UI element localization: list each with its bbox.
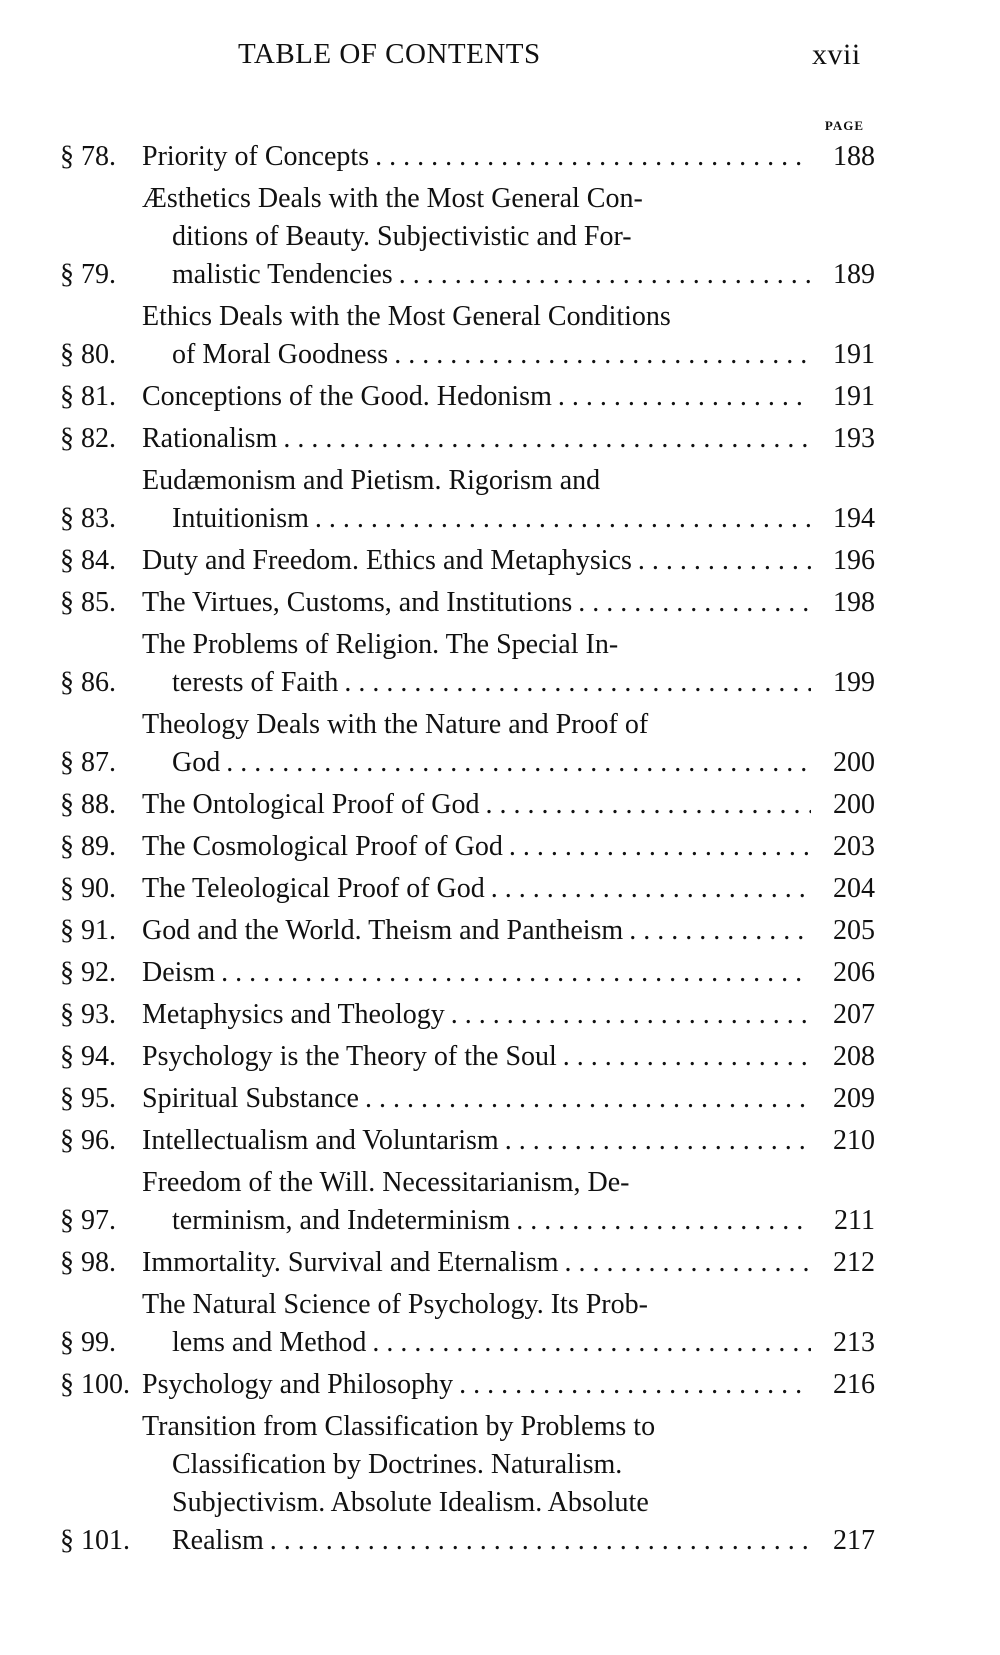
- section-number: § 85.: [60, 587, 116, 618]
- dot-leader: [365, 1080, 811, 1118]
- entry-title-line: The Natural Science of Psychology. Its Prob-: [142, 1289, 648, 1320]
- entry-title-line: Æsthetics Deals with the Most General Con-: [142, 183, 643, 214]
- entry-title-line: Psychology and Philosophy: [142, 1369, 454, 1400]
- section-number: § 90.: [60, 873, 116, 904]
- entry-title-line: Duty and Freedom. Ethics and Metaphysics: [142, 545, 632, 576]
- table-of-contents: [60, 138, 875, 1564]
- entry-title-line: The Teleological Proof of God: [142, 873, 485, 904]
- dot-leader: [399, 256, 811, 294]
- entry-title-line: Deism: [142, 957, 216, 988]
- dot-leader: [375, 138, 811, 176]
- entry-title-line: Rationalism: [142, 423, 278, 454]
- page-reference: 191: [833, 381, 875, 412]
- section-number: § 94.: [60, 1041, 116, 1072]
- entry-title-line: God and the World. Theism and Pantheism: [142, 915, 624, 946]
- dot-leader: [372, 1324, 811, 1362]
- toc-entry: [60, 1122, 875, 1160]
- section-number: § 87.: [60, 747, 116, 778]
- entry-title-line: Realism: [172, 1525, 264, 1556]
- entry-title-line: Psychology is the Theory of the Soul: [142, 1041, 557, 1072]
- section-number: § 80.: [60, 339, 116, 370]
- toc-entry: [60, 462, 875, 538]
- entry-title-line: malistic Tendencies: [172, 259, 393, 290]
- dot-leader: [629, 912, 811, 950]
- section-number: § 98.: [60, 1247, 116, 1278]
- entry-title-line: Subjectivism. Absolute Idealism. Absolute: [172, 1487, 649, 1518]
- toc-entry: [60, 1080, 875, 1118]
- toc-entry: [60, 1244, 875, 1282]
- toc-entry: [60, 828, 875, 866]
- page-reference: 200: [833, 747, 875, 778]
- page-reference: 189: [833, 259, 875, 290]
- section-number: § 91.: [60, 915, 116, 946]
- page-reference: 198: [833, 587, 875, 618]
- section-number: § 78.: [60, 141, 116, 172]
- entry-title-line: of Moral Goodness: [172, 339, 389, 370]
- page-reference: 208: [833, 1041, 875, 1072]
- entry-title-line: ditions of Beauty. Subjectivistic and For-: [172, 221, 632, 252]
- page-reference: 211: [834, 1205, 875, 1236]
- toc-entry: [60, 584, 875, 622]
- entry-title-line: Transition from Classification by Problems to: [142, 1411, 656, 1442]
- dot-leader: [221, 954, 811, 992]
- dot-leader: [226, 744, 811, 782]
- entry-title-line: Classification by Doctrines. Naturalism.: [172, 1449, 623, 1480]
- dot-leader: [638, 542, 811, 580]
- toc-entry: [60, 420, 875, 458]
- entry-title-line: Freedom of the Will. Necessitarianism, De-: [142, 1167, 630, 1198]
- toc-entry: [60, 1164, 875, 1240]
- page-reference: 199: [833, 667, 875, 698]
- dot-leader: [491, 870, 811, 908]
- toc-entry: [60, 786, 875, 824]
- toc-entry: [60, 180, 875, 294]
- page-reference: 203: [833, 831, 875, 862]
- dot-leader: [486, 786, 812, 824]
- toc-entry: [60, 1286, 875, 1362]
- dot-leader: [344, 664, 811, 702]
- page-reference: 213: [833, 1327, 875, 1358]
- section-number: § 83.: [60, 503, 116, 534]
- dot-leader: [563, 1038, 811, 1076]
- dot-leader: [516, 1202, 811, 1240]
- entry-title-line: terests of Faith: [172, 667, 339, 698]
- page-reference: 217: [833, 1525, 875, 1556]
- dot-leader: [394, 336, 811, 374]
- toc-entry: [60, 542, 875, 580]
- toc-entry: [60, 870, 875, 908]
- entry-title-line: Conceptions of the Good. Hedonism: [142, 381, 552, 412]
- page-reference: 196: [833, 545, 875, 576]
- section-number: § 100.: [60, 1369, 130, 1400]
- page-reference: 209: [833, 1083, 875, 1114]
- toc-entry: [60, 138, 875, 176]
- entry-title-line: Ethics Deals with the Most General Conditions: [142, 301, 671, 332]
- entry-title-line: Eudæmonism and Pietism. Rigorism and: [142, 465, 601, 496]
- page-reference: 204: [833, 873, 875, 904]
- toc-entry: [60, 1366, 875, 1404]
- entry-title-line: Intuitionism: [172, 503, 309, 534]
- entry-title-line: God: [172, 747, 221, 778]
- page-number: xvii: [812, 38, 861, 71]
- section-number: § 82.: [60, 423, 116, 454]
- section-number: § 79.: [60, 259, 116, 290]
- entry-title-line: Metaphysics and Theology: [142, 999, 445, 1030]
- entry-title-line: The Virtues, Customs, and Institutions: [142, 587, 573, 618]
- page-reference: 200: [833, 789, 875, 820]
- page-reference: 191: [833, 339, 875, 370]
- dot-leader: [270, 1522, 811, 1560]
- entry-title-line: The Ontological Proof of God: [142, 789, 480, 820]
- page-reference: 188: [833, 141, 875, 172]
- dot-leader: [558, 378, 811, 416]
- section-number: § 89.: [60, 831, 116, 862]
- section-number: § 81.: [60, 381, 116, 412]
- section-number: § 88.: [60, 789, 116, 820]
- dot-leader: [578, 584, 811, 622]
- dot-leader: [459, 1366, 811, 1404]
- section-number: § 84.: [60, 545, 116, 576]
- section-number: § 97.: [60, 1205, 116, 1236]
- toc-entry: [60, 706, 875, 782]
- toc-entry: [60, 1408, 875, 1560]
- dot-leader: [451, 996, 811, 1034]
- page-reference: 206: [833, 957, 875, 988]
- page-reference: 210: [833, 1125, 875, 1156]
- entry-title-line: Immortality. Survival and Eternalism: [142, 1247, 559, 1278]
- toc-entry: [60, 954, 875, 992]
- section-number: § 86.: [60, 667, 116, 698]
- dot-leader: [283, 420, 811, 458]
- section-number: § 92.: [60, 957, 116, 988]
- page-reference: 212: [833, 1247, 875, 1278]
- entry-title-line: The Problems of Religion. The Special In-: [142, 629, 619, 660]
- section-number: § 95.: [60, 1083, 116, 1114]
- dot-leader: [505, 1122, 811, 1160]
- section-number: § 96.: [60, 1125, 116, 1156]
- section-number: § 99.: [60, 1327, 116, 1358]
- toc-entry: [60, 378, 875, 416]
- entry-title-line: terminism, and Indeterminism: [172, 1205, 511, 1236]
- dot-leader: [565, 1244, 811, 1282]
- page-reference: 207: [833, 999, 875, 1030]
- section-number: § 101.: [60, 1525, 130, 1556]
- dot-leader: [315, 500, 811, 538]
- dot-leader: [509, 828, 811, 866]
- toc-entry: [60, 996, 875, 1034]
- toc-entry: [60, 626, 875, 702]
- page-reference: 216: [833, 1369, 875, 1400]
- entry-title-line: Intellectualism and Voluntarism: [142, 1125, 499, 1156]
- entry-title-line: Spiritual Substance: [142, 1083, 359, 1114]
- entry-title-line: Theology Deals with the Nature and Proof of: [142, 709, 649, 740]
- toc-entry: [60, 298, 875, 374]
- toc-entry: [60, 1038, 875, 1076]
- page-title: TABLE OF CONTENTS: [238, 38, 541, 70]
- entry-title-line: lems and Method: [172, 1327, 367, 1358]
- section-number: § 93.: [60, 999, 116, 1030]
- entry-title-line: Priority of Concepts: [142, 141, 370, 172]
- entry-title-line: The Cosmological Proof of God: [142, 831, 503, 862]
- page-column-label: PAGE: [824, 118, 864, 133]
- page-reference: 205: [833, 915, 875, 946]
- toc-entry: [60, 912, 875, 950]
- page-reference: 193: [833, 423, 875, 454]
- page-reference: 194: [833, 503, 875, 534]
